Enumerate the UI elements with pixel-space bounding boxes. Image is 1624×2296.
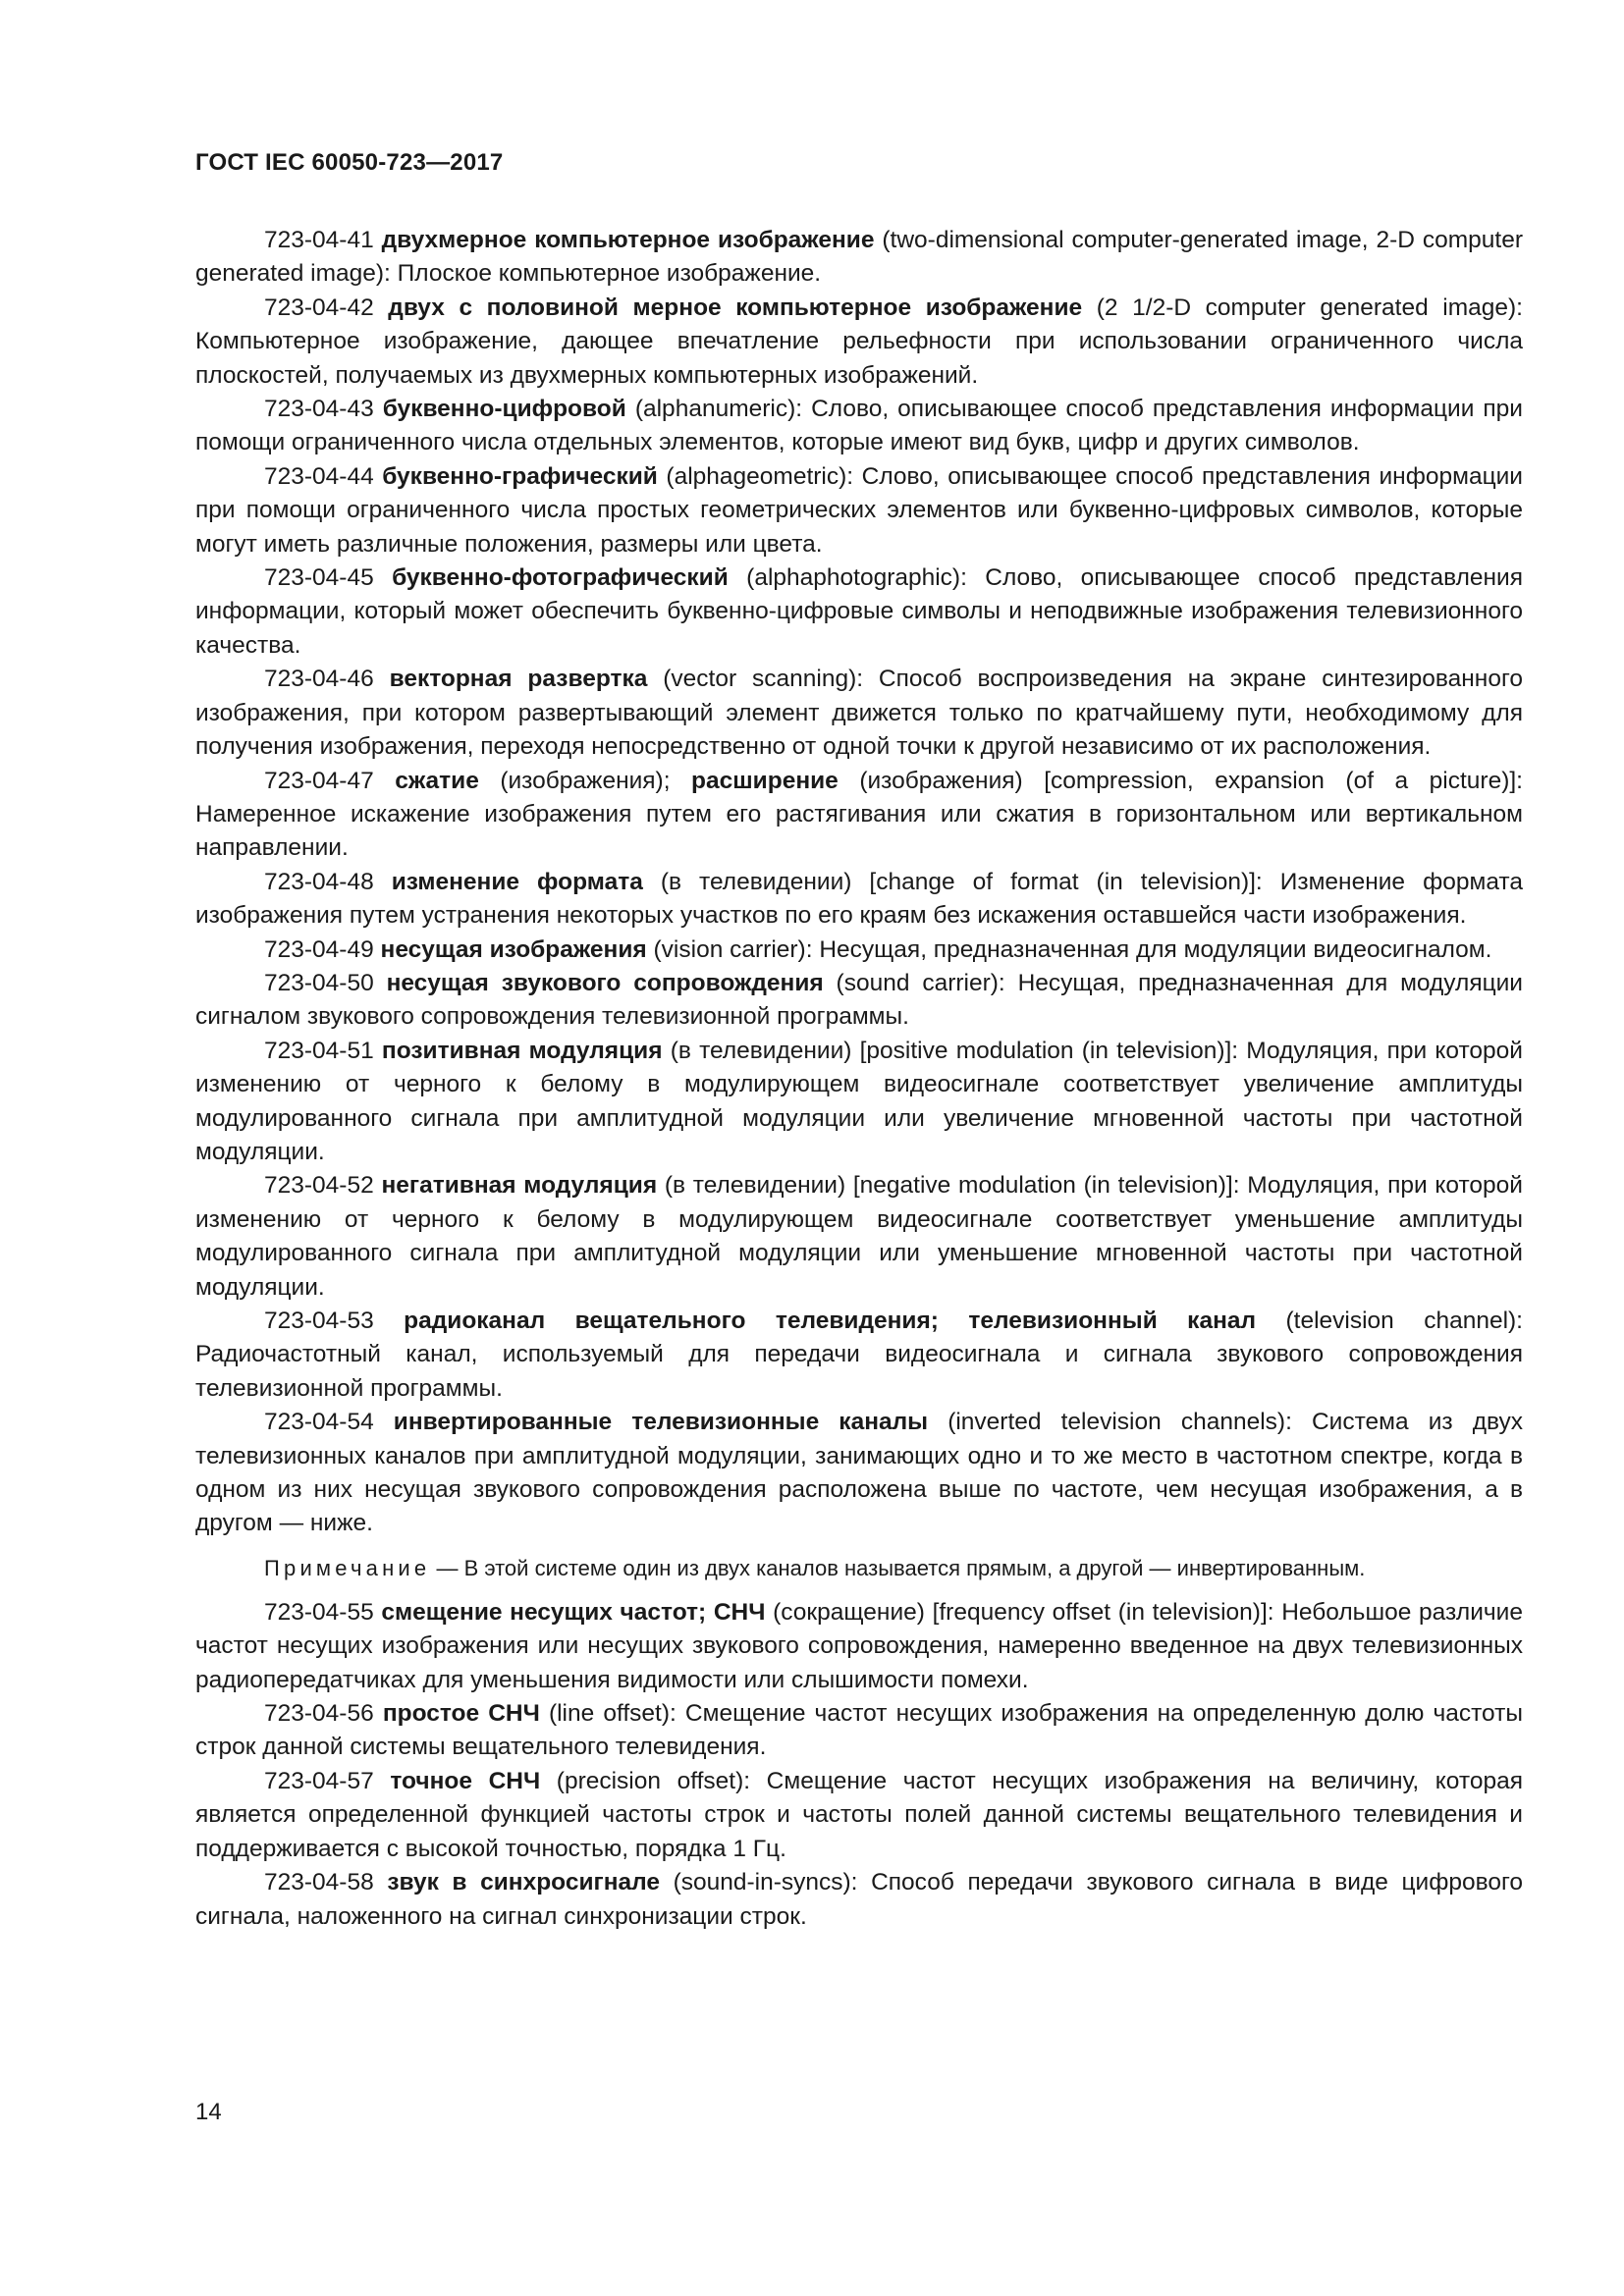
- term-text: (sound-in-syncs): Способ передачи звукового сигнала в виде цифрового сигнала, наложенного на сигнал синхронизации строк.: [195, 1869, 1523, 1930]
- term-name: точное СНЧ: [390, 1767, 541, 1794]
- term-text: 723-04-49: [264, 935, 381, 963]
- term-text: 723-04-45: [264, 564, 393, 592]
- term-entry-723-04-51: [195, 1035, 1523, 1170]
- term-text: 723-04-54: [264, 1409, 394, 1436]
- term-entry-723-04-45: [195, 561, 1523, 663]
- term-entry-723-04-41: [195, 224, 1523, 292]
- term-text: 723-04-53: [264, 1308, 405, 1334]
- term-text: 723-04-58: [264, 1869, 388, 1896]
- note-label: Примечание: [264, 1555, 431, 1580]
- term-text: 723-04-46: [264, 666, 390, 693]
- term-text: 723-04-50: [264, 969, 387, 996]
- term-entry-723-04-50: [195, 967, 1523, 1035]
- term-text: 723-04-41: [264, 227, 382, 253]
- term-text: 723-04-55: [264, 1598, 382, 1626]
- term-entry-723-04-46: [195, 663, 1523, 764]
- term-text: (в телевидении) [change of format (in television)]: Изменение формата изображения путем устранения некоторых участков по его краям без искажения оставшейся части изображения.: [195, 868, 1523, 930]
- term-entry-723-04-58: [195, 1866, 1523, 1934]
- term-entry-723-04-44: [195, 460, 1523, 561]
- term-text: 723-04-48: [264, 868, 392, 895]
- term-text: 723-04-56: [264, 1700, 383, 1728]
- term-text: (в телевидении) [positive modulation (in television)]: Модуляция, при которой изменению от черного к белому в модулирующем видеосигнале соответствует увеличение амплитуды модулированного сигнала при амплитудной модуляции или увеличение мгновенной частоты при частотной модуляции.: [195, 1037, 1523, 1165]
- term-name: расширение: [691, 767, 839, 794]
- term-entry-723-04-56: [195, 1697, 1523, 1765]
- term-entry-723-04-47: [195, 765, 1523, 866]
- term-name: негативная модуляция: [381, 1172, 658, 1200]
- term-text: (precision offset): Смещение частот несущих изображения на величину, которая является определенной функцией частоты строк и частоты полей данной системы вещательного телевидения и поддерживается с высокой точностью, порядка 1 Гц.: [195, 1767, 1523, 1862]
- term-text: (television channel): Радиочастотный канал, используемый для передачи видеосигнала и сигнала звукового сопровождения телевизионной программы.: [195, 1308, 1523, 1402]
- term-name: несущая изображения: [380, 935, 647, 963]
- term-name: сжатие: [395, 767, 479, 794]
- term-text: 723-04-57: [264, 1767, 391, 1794]
- term-text: (vector scanning): Способ воспроизведения на экране синтезированного изображения, при котором развертывающий элемент движется только по кратчайшему пути, необходимому для получения изображения, переходя непосредственно от одной точки к другой независимо от их расположения.: [195, 666, 1523, 761]
- term-text: (inverted television channels): Система из двух телевизионных каналов при амплитудной модуляции, занимающих одно и то же место в частотном спектре, когда в одном из них несущая звукового сопровождения расположена выше по частоте, чем несущая изображения, а в другом — ниже.: [195, 1409, 1523, 1537]
- term-text: (vision carrier): Несущая, предназначенная для модуляции видеосигналом.: [646, 935, 1492, 963]
- term-text: (сокращение) [frequency offset (in television)]: Небольшое различие частот несущих изображения или несущих звукового сопровождения, намеренно введенное на двух телевизионных радиопередатчиках для уменьшения видимости или слышимости помехи.: [195, 1598, 1523, 1693]
- term-entry-723-04-42: [195, 292, 1523, 393]
- page-number: 14: [195, 2099, 222, 2125]
- term-name: двух с половиной мерное компьютерное изображение: [388, 294, 1083, 321]
- term-name: несущая звукового сопровождения: [386, 969, 824, 996]
- term-text: 723-04-44: [264, 462, 383, 490]
- term-text: (alphanumeric): Слово, описывающее способ представления информации при помощи ограниченного числа отдельных элементов, которые имеют вид букв, цифр и других символов.: [195, 396, 1523, 456]
- document-body: [195, 224, 1523, 1934]
- term-entry-723-04-57: [195, 1765, 1523, 1866]
- term-text: 723-04-51: [264, 1037, 382, 1064]
- term-name: буквенно-цифровой: [382, 396, 626, 423]
- term-name: смещение несущих частот; СНЧ: [381, 1598, 766, 1626]
- term-entry-723-04-43: [195, 393, 1523, 460]
- term-text: (alphaphotographic): Слово, описывающее способ представления информации, который может обеспечить буквенно-цифровые символы и неподвижные изображения телевизионного качества.: [195, 564, 1523, 659]
- term-text: (two-dimensional computer-generated image, 2-D computer generated image): Плоское компьютерное изображение.: [195, 227, 1523, 288]
- term-text: (в телевидении) [negative modulation (in television)]: Модуляция, при которой изменению от черного к белому в модулирующем видеосигнале соответствует уменьшение амплитуды модулированного сигнала при амплитудной модуляции или уменьшение мгновенной частоты при частотной модуляции.: [195, 1172, 1523, 1301]
- term-text: (изображения) [compression, expansion (of a picture)]: Намеренное искажение изображения путем его растягивания или сжатия в горизонтальном или вертикальном направлении.: [195, 767, 1523, 862]
- term-text: 723-04-42: [264, 294, 389, 321]
- term-name: позитивная модуляция: [381, 1037, 663, 1064]
- term-text: (изображения);: [478, 767, 692, 794]
- term-name: буквенно-фотографический: [392, 564, 729, 592]
- term-name: звук в синхросигнале: [387, 1869, 660, 1896]
- term-entry-723-04-52: [195, 1169, 1523, 1305]
- term-text: 723-04-52: [264, 1172, 382, 1200]
- term-text: (line offset): Смещение частот несущих изображения на определенную долю частоты строк данной системы вещательного телевидения.: [195, 1700, 1523, 1761]
- term-name: векторная развертка: [389, 666, 648, 693]
- term-text: 723-04-47: [264, 767, 396, 794]
- term-name: простое СНЧ: [382, 1700, 540, 1728]
- term-entry-723-04-53: [195, 1305, 1523, 1406]
- term-entry-723-04-54: [195, 1406, 1523, 1541]
- term-name: инвертированные телевизионные каналы: [393, 1409, 929, 1436]
- term-entry-723-04-48: [195, 866, 1523, 934]
- document-header: ГОСТ IEC 60050-723—2017: [195, 149, 504, 176]
- term-entry-723-04-49: [195, 934, 1523, 967]
- note: [195, 1553, 1523, 1584]
- term-text: (alphageometric): Слово, описывающее способ представления информации при помощи ограниченного числа простых геометрических элементов или буквенно-цифровых символов, которые могут иметь различные положения, размеры или цвета.: [195, 462, 1523, 558]
- term-name: радиоканал вещательного телевидения; телевизионный канал: [404, 1308, 1257, 1334]
- term-name: двухмерное компьютерное изображение: [381, 227, 875, 253]
- term-text: (2 1/2-D computer generated image): Компьютерное изображение, дающее впечатление рельефности при использовании ограниченного числа плоскостей, получаемых из двухмерных компьютерных изображений.: [195, 294, 1523, 389]
- term-text: (sound carrier): Несущая, предназначенная для модуляции сигналом звукового сопровождения телевизионной программы.: [195, 969, 1523, 1031]
- term-text: 723-04-43: [264, 396, 383, 423]
- term-name: изменение формата: [391, 868, 643, 895]
- note-text: — В этой системе один из двух каналов называется прямым, а другой — инвертированным.: [430, 1555, 1366, 1580]
- term-name: буквенно-графический: [382, 462, 658, 490]
- term-entry-723-04-55: [195, 1596, 1523, 1697]
